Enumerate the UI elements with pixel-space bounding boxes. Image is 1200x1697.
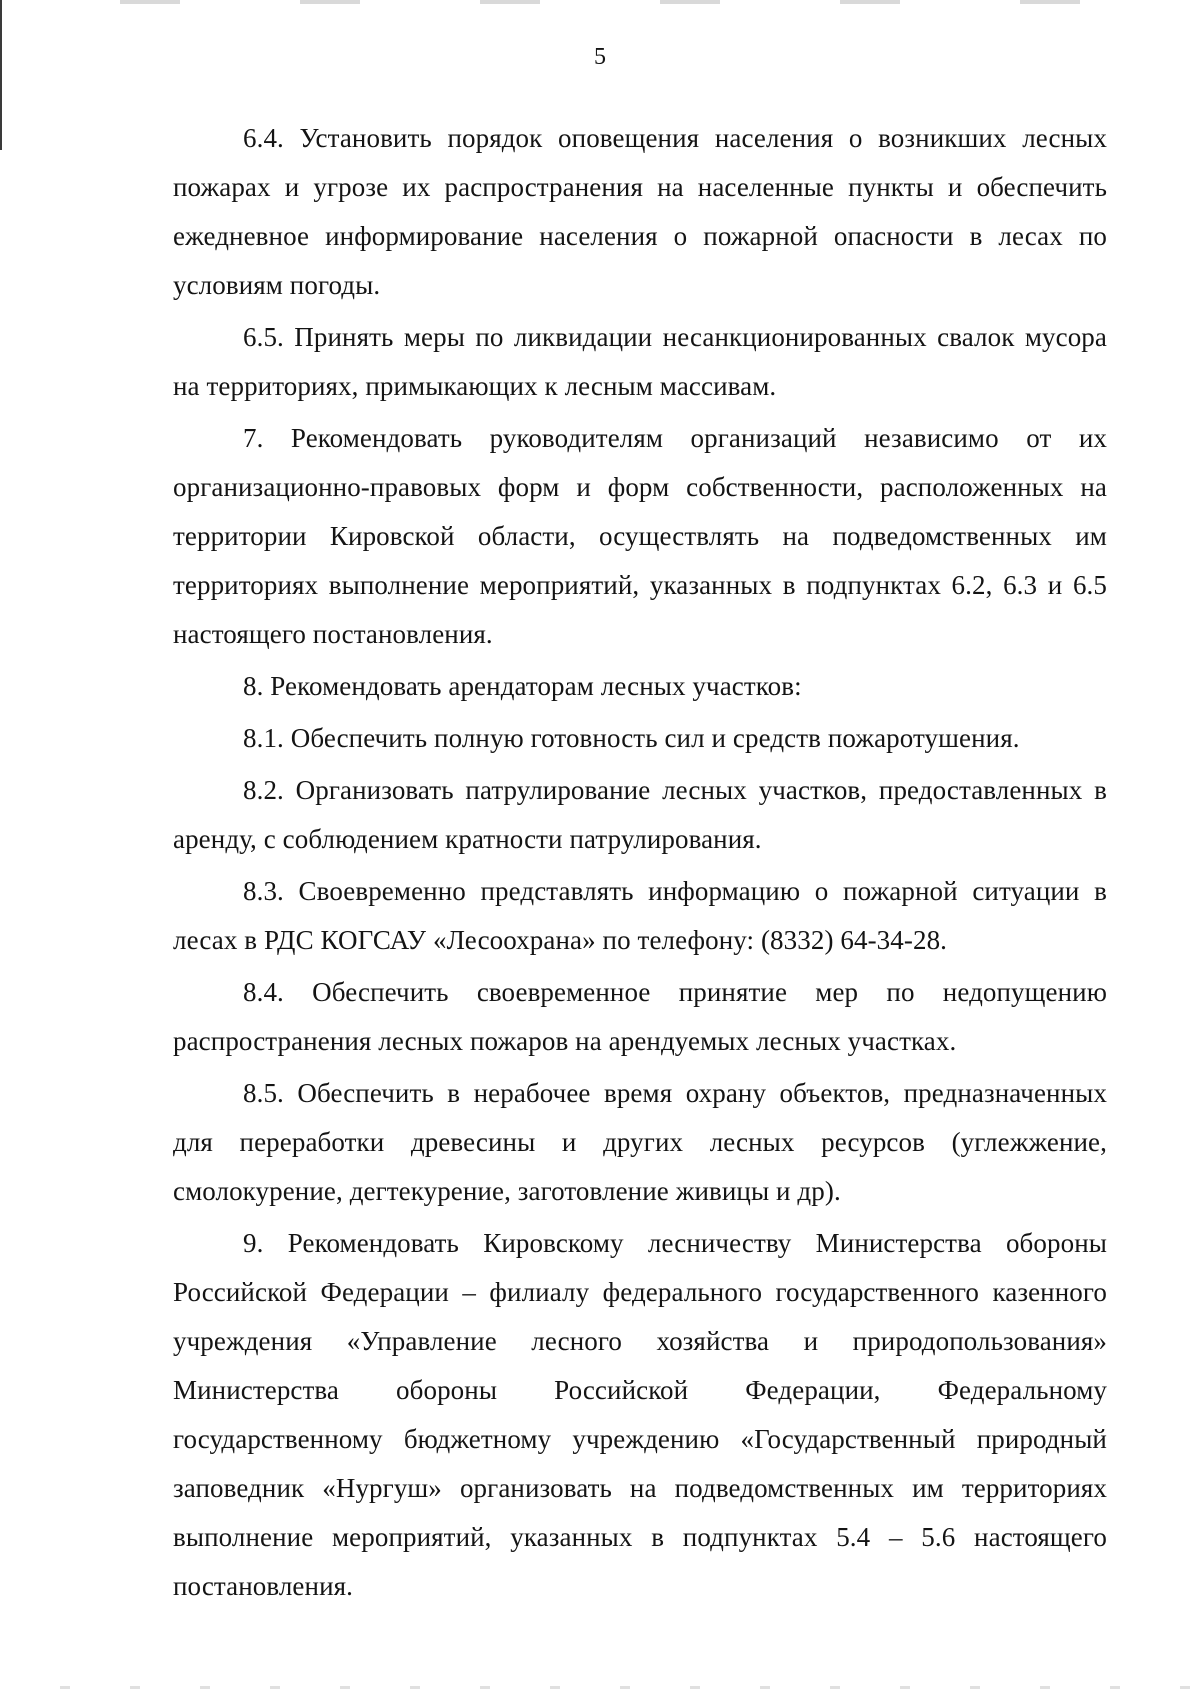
scan-edge-top — [0, 0, 1200, 4]
paragraph-6-5: 6.5. Принять меры по ликвидации несанкционированных свалок мусора на территориях, примыкающих к лесным массивам. — [173, 322, 1107, 401]
paragraph-8-3: 8.3. Своевременно представлять информацию о пожарной ситуации в лесах в РДС КОГСАУ «Лесоохрана» по телефону: (8332) 64-34-28. — [173, 876, 1107, 955]
scan-edge-bottom — [0, 1686, 1200, 1689]
paragraph-6-4: 6.4. Установить порядок оповещения населения о возникших лесных пожарах и угрозе их распространения на населенные пункты и обеспечить ежедневное информирование населения о пожарной опасности в лесах по условиям погоды. — [173, 123, 1107, 300]
document-body — [173, 114, 1107, 1614]
page-number: 5 — [594, 44, 606, 70]
paragraph-9: 9. Рекомендовать Кировскому лесничеству Министерства обороны Российской Федерации – филиалу федерального государственного казенного учреждения «Управление лесного хозяйства и природопользования» Министерства обороны Российской Федерации, Федеральному государственному бюджетному учреждению «Государственный природный заповедник «Нургуш» организовать на подведомственных им территориях выполнение мероприятий, указанных в подпунктах 5.4 – 5.6 настоящего постановления. — [173, 1228, 1107, 1601]
paragraph-8-2: 8.2. Организовать патрулирование лесных участков, предоставленных в аренду, с соблюдением кратности патрулирования. — [173, 775, 1107, 854]
paragraph-7: 7. Рекомендовать руководителям организаций независимо от их организационно-правовых форм и форм собственности, расположенных на территории Кировской области, осуществлять на подведомственных им территориях выполнение мероприятий, указанных в подпунктах 6.2, 6.3 и 6.5 настоящего постановления. — [173, 423, 1107, 649]
paragraph-8: 8. Рекомендовать арендаторам лесных участков: — [243, 671, 802, 701]
paragraph-8-5: 8.5. Обеспечить в нерабочее время охрану объектов, предназначенных для переработки древесины и других лесных ресурсов (углежжение, смолокурение, дегтекурение, заготовление живицы и др). — [173, 1078, 1107, 1206]
paragraph-8-4: 8.4. Обеспечить своевременное принятие мер по недопущению распространения лесных пожаров на арендуемых лесных участках. — [173, 977, 1107, 1056]
scan-edge-left — [0, 0, 2, 150]
paragraph-8-1: 8.1. Обеспечить полную готовность сил и средств пожаротушения. — [243, 723, 1020, 753]
